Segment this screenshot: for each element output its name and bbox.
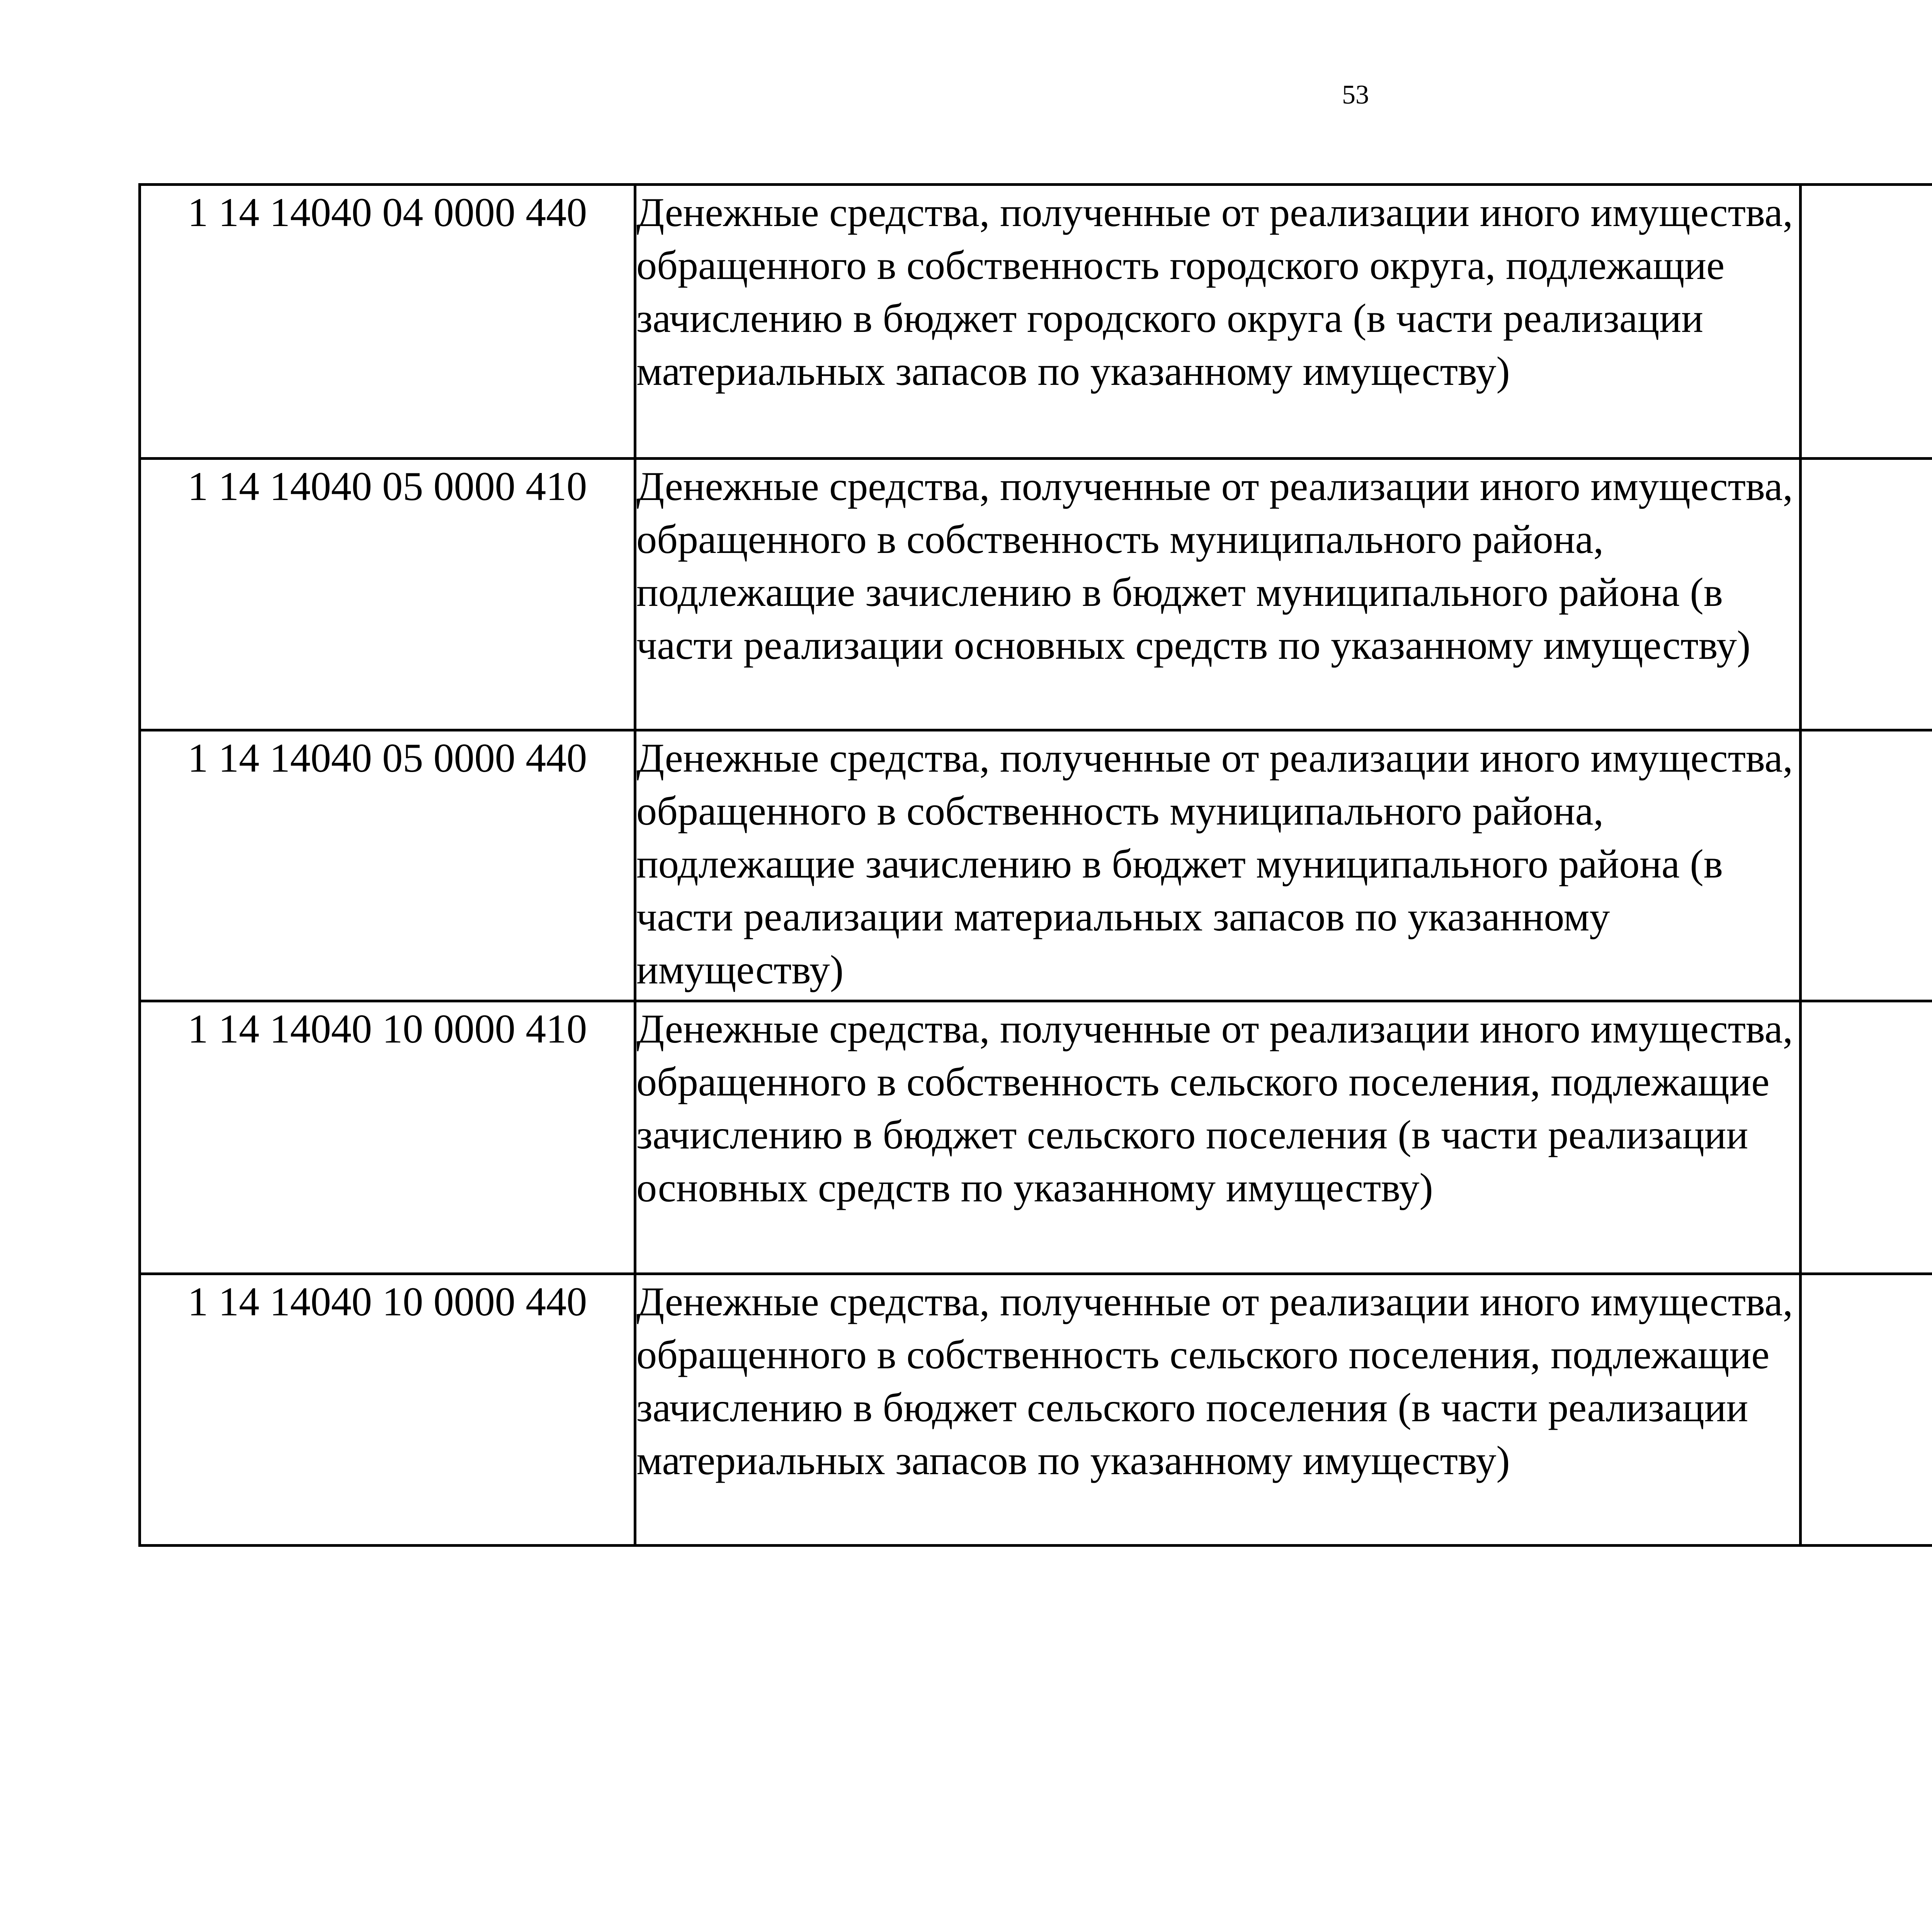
revenue-description-cell: Денежные средства, полученные от реализации иного имущества, обращенного в собственность сельского поселения, подлежащие зачислению в бюджет сельского поселения (в части реализации материальных запасов по указанному имуществу) (635, 1274, 1801, 1546)
revenue-description-cell: Денежные средства, полученные от реализации иного имущества, обращенного в собственность муниципального района, подлежащие зачислению в бюджет муниципального района (в части реализации основных средств по указанному имуществу) (635, 459, 1801, 730)
revenue-code-cell: 1 14 14040 05 0000 410 (140, 459, 635, 730)
revenue-description-cell: Денежные средства, полученные от реализации иного имущества, обращенного в собственность муниципального района, подлежащие зачислению в бюджет муниципального района (в части реализации материальных запасов по указанному имуществу) (635, 730, 1801, 1001)
revenue-code-cell: 1 14 14040 04 0000 440 (140, 185, 635, 459)
value-cell (1801, 459, 1932, 730)
budget-revenue-table (138, 183, 1932, 1547)
table-row (140, 185, 1932, 459)
table-row (140, 459, 1932, 730)
table-row (140, 1001, 1932, 1274)
value-cell (1801, 1274, 1932, 1546)
revenue-description-cell: Денежные средства, полученные от реализации иного имущества, обращенного в собственность сельского поселения, подлежащие зачислению в бюджет сельского поселения (в части реализации основных средств по указанному имуществу) (635, 1001, 1801, 1274)
value-cell (1801, 730, 1932, 1001)
page-number: 53 (1342, 80, 1369, 110)
revenue-code-cell: 1 14 14040 10 0000 410 (140, 1001, 635, 1274)
value-cell (1801, 185, 1932, 459)
value-cell (1801, 1001, 1932, 1274)
revenue-code-cell: 1 14 14040 05 0000 440 (140, 730, 635, 1001)
revenue-code-cell: 1 14 14040 10 0000 440 (140, 1274, 635, 1546)
table-row (140, 1274, 1932, 1546)
table-row (140, 730, 1932, 1001)
revenue-description-cell: Денежные средства, полученные от реализации иного имущества, обращенного в собственность городского округа, подлежащие зачислению в бюджет городского округа (в части реализации материальных запасов по указанному имуществу) (635, 185, 1801, 459)
